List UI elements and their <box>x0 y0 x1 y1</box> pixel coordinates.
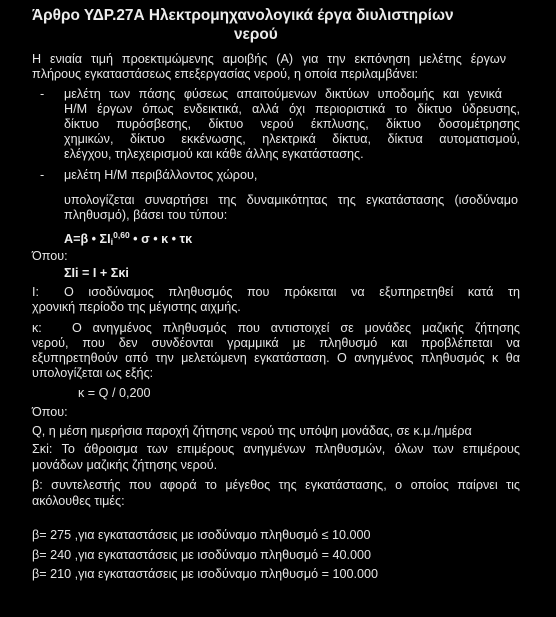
formula-main-rhs: • σ • κ • τκ <box>129 232 193 246</box>
formula-main-exponent: 0,60 <box>113 230 130 240</box>
def-I-label: Ι: <box>32 285 39 299</box>
bullet1-line-2: Η/Μ έργων όπως ενδεικτικά, αλλά όχι περιοριστικά το δίκτυο ύδρευσης, <box>64 102 520 116</box>
def-Ski-line-1: Σκi: Το άθροισμα των επιμέρους ανηγμένων πληθυσμών, όλων των επιμέρους <box>32 442 520 456</box>
article-title-line2: νερού <box>234 26 278 43</box>
beta-value-row: β= 240 ,για εγκαταστάσεις με ισοδύναμο πληθυσμό = 40.000 <box>32 548 371 562</box>
bullet-dash: - <box>40 168 45 182</box>
def-k-line-3: εξυπηρετηθούν από την μελετώμενη εγκατάσταση. Ο ανηγμένος πληθυσμός κ θα <box>32 351 520 365</box>
def-k-line-4: υπολογίζεται ως εξής: <box>32 366 154 380</box>
def-k-line-2: νερού, που δεν συνδέονται γραμμικά με πληθυσμό και προβλέπεται να <box>32 336 520 350</box>
def-I-line-1: Ο ισοδύναμος πληθυσμός που πρόκειται να εξυπηρετηθεί κατά τη <box>64 285 520 299</box>
formula-main-lhs: Α=β • ΣΙ <box>64 232 111 246</box>
def-Q: Q, η μέση ημερήσια παροχή ζήτησης νερού της υπόψη μονάδας, σε κ.μ./ημέρα <box>32 424 472 438</box>
bullet1-line-3: δίκτυο πυρόσβεσης, δίκτυο νερού έκπλυσης, δίκτυο δοσομέτρησης <box>64 117 520 131</box>
def-beta-line-2: ακόλουθες τιμές: <box>32 494 125 508</box>
formula-sum: ΣΙi = Ι + Σκi <box>64 266 129 280</box>
bullet1-line-4: χημικών, δίκτυο εκκένωσης, ηλεκτρικά δίκτυα, δίκτυα αυτοματισμού, <box>64 132 520 146</box>
intro-line-2: πλήρους εγκαταστάσεως επεξεργασίας νερού, η οποία περιλαμβάνει: <box>32 67 419 81</box>
bullet-dash: - <box>40 87 45 101</box>
def-I-line-2: χρονική περίοδο της μέγιστης αιχμής. <box>32 300 241 314</box>
calc-line-1: υπολογίζεται συναρτήσει της δυναμικότητας της εγκατάστασης (ισοδύναμο <box>64 193 518 207</box>
bullet1-line-5: ελέγχου, τηλεχειρισμού και κάθε άλλης εγκατάστασης. <box>64 147 364 161</box>
formula-main <box>64 232 192 247</box>
formula-main-subscript: i <box>110 237 114 247</box>
where-label-2: Όπου: <box>32 405 68 419</box>
def-k-line-1: Ο ανηγμένος πληθυσμός που αντιστοιχεί σε μονάδες μαζικής ζήτησης <box>72 321 520 335</box>
def-k-label: κ: <box>32 321 42 335</box>
def-k-formula: κ = Q / 0,200 <box>78 386 151 400</box>
calc-line-2: πληθυσμό), βάσει του τύπου: <box>64 208 228 222</box>
bullet1-line-1: μελέτη των πάσης φύσεως απαιτούμενων δικτύων υποδομής και γενικά <box>64 87 502 101</box>
beta-value-row: β= 275 ,για εγκαταστάσεις με ισοδύναμο πληθυσμό ≤ 10.000 <box>32 528 371 542</box>
article-title-line1: Άρθρο ΥΔΡ.27Α Ηλεκτρομηχανολογικά έργα διυλιστηρίων <box>32 7 454 24</box>
where-label-1: Όπου: <box>32 249 68 263</box>
def-Ski-line-2: μονάδων μαζικής ζήτησης νερού. <box>32 458 218 472</box>
bullet2-line-1: μελέτη Η/Μ περιβάλλοντος χώρου, <box>64 168 258 182</box>
beta-value-row: β= 210 ,για εγκαταστάσεις με ισοδύναμο πληθυσμό = 100.000 <box>32 567 378 581</box>
intro-line-1: Η ενιαία τιμή προεκτιμώμενης αμοιβής (Α) για την εκπόνηση μελέτης έργων <box>32 52 506 66</box>
def-beta-line-1: β: συντελεστής που αφορά το μέγεθος της εγκατάστασης, ο οποίος παίρνει τις <box>32 478 520 492</box>
